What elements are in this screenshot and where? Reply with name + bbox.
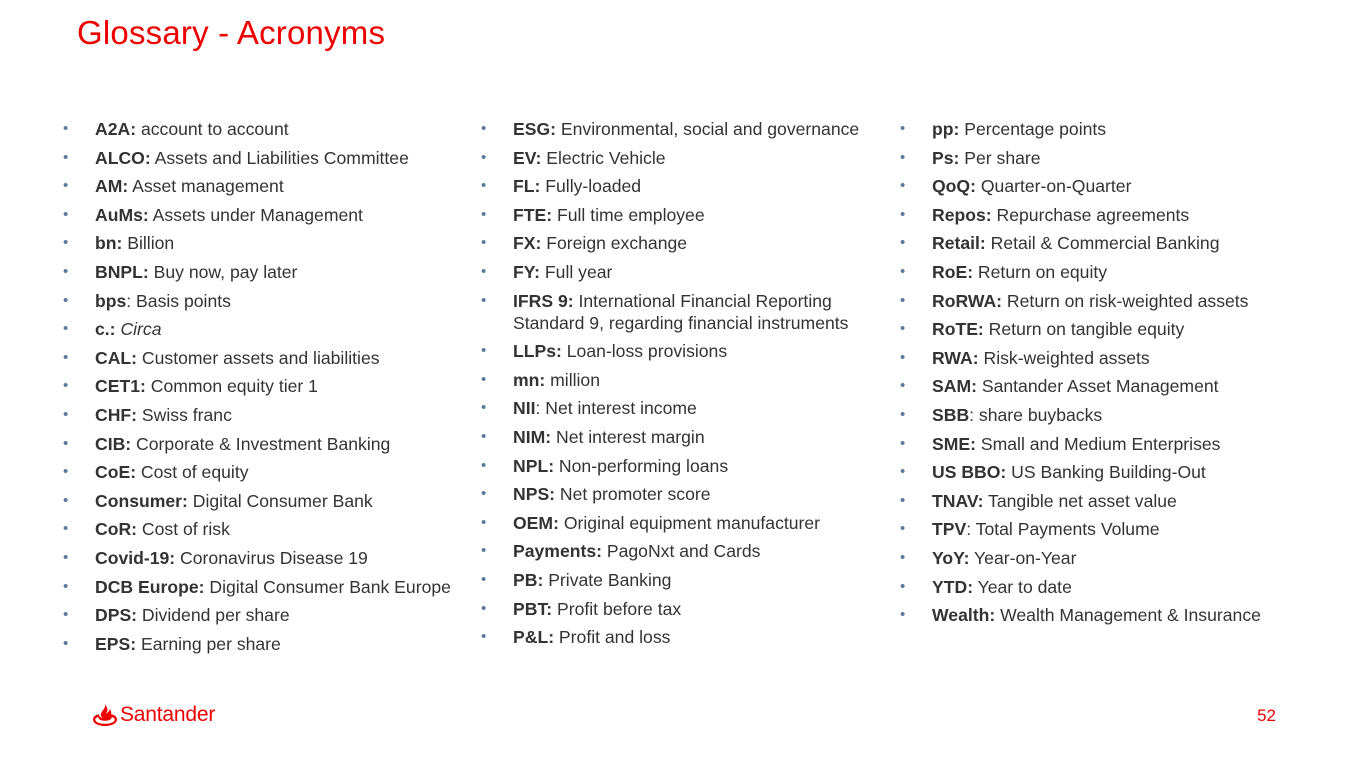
glossary-definition: Non-performing loans	[554, 455, 729, 476]
glossary-item	[481, 455, 881, 477]
bullet-icon: •	[63, 177, 69, 195]
glossary-item	[481, 232, 881, 254]
glossary-definition: Loan-loss provisions	[561, 341, 728, 362]
bullet-icon: •	[900, 548, 906, 566]
glossary-definition: US Banking Building-Out	[1006, 462, 1206, 483]
glossary-term: A2A:	[95, 119, 137, 139]
glossary-item	[481, 290, 881, 334]
glossary-item	[63, 175, 463, 197]
glossary-definition: Return on equity	[973, 261, 1108, 282]
glossary-term: NIM:	[513, 426, 552, 447]
glossary-item	[481, 204, 881, 226]
glossary-item	[900, 318, 1320, 340]
glossary-item	[900, 490, 1320, 512]
glossary-term: CHF:	[95, 404, 138, 425]
glossary-definition: Swiss franc	[137, 404, 232, 425]
bullet-icon: •	[63, 520, 69, 538]
bullet-icon: •	[481, 148, 487, 166]
bullet-icon: •	[900, 463, 906, 481]
glossary-item	[481, 397, 881, 419]
bullet-icon: •	[63, 205, 69, 223]
glossary-item	[63, 290, 463, 312]
bullet-icon: •	[900, 177, 906, 195]
glossary-item	[63, 604, 463, 626]
bullet-icon: •	[900, 405, 906, 423]
glossary-definition: Net promoter score	[555, 484, 711, 505]
glossary-item	[63, 633, 463, 655]
glossary-item	[63, 318, 463, 340]
glossary-definition: Environmental, social and governance	[556, 119, 860, 139]
glossary-definition: Risk-weighted assets	[978, 347, 1150, 368]
glossary-term: mn:	[513, 369, 546, 390]
glossary-definition: : share buybacks	[969, 404, 1103, 425]
glossary-term: CIB:	[95, 433, 132, 454]
glossary-term: Covid-19:	[95, 547, 176, 568]
bullet-icon: •	[481, 485, 487, 503]
glossary-definition: Customer assets and liabilities	[137, 347, 380, 368]
glossary-definition: Assets and Liabilities Committee	[150, 147, 409, 168]
bullet-icon: •	[481, 542, 487, 560]
glossary-column-1	[63, 118, 463, 661]
glossary-term: FY:	[513, 261, 541, 282]
glossary-item	[481, 369, 881, 391]
glossary-term: CET1:	[95, 376, 146, 397]
glossary-definition: Year-on-Year	[969, 547, 1077, 568]
glossary-term: FL:	[513, 176, 541, 197]
glossary-item	[63, 576, 463, 598]
bullet-icon: •	[63, 577, 69, 595]
glossary-definition: Original equipment manufacturer	[558, 512, 821, 533]
glossary-definition: Percentage points	[959, 119, 1107, 139]
glossary-item	[900, 232, 1320, 254]
glossary-definition: Small and Medium Enterprises	[975, 433, 1221, 454]
glossary-term: CoR:	[95, 519, 138, 540]
glossary-item	[900, 433, 1320, 455]
glossary-item	[900, 547, 1320, 569]
bullet-icon: •	[63, 234, 69, 252]
bullet-icon: •	[900, 348, 906, 366]
bullet-icon: •	[481, 120, 487, 137]
glossary-definition: Coronavirus Disease 19	[175, 547, 368, 568]
glossary-term: TNAV:	[932, 490, 984, 511]
glossary-definition: Fully-loaded	[540, 176, 642, 197]
glossary-term: CoE:	[95, 462, 137, 483]
glossary-term: LLPs:	[513, 341, 562, 362]
bullet-icon: •	[481, 342, 487, 360]
bullet-icon: •	[481, 291, 487, 309]
glossary-term: RoRWA:	[932, 290, 1003, 311]
glossary-definition: : Basis points	[126, 290, 231, 311]
glossary-definition: Cost of risk	[137, 519, 230, 540]
glossary-item	[900, 404, 1320, 426]
glossary-term: ESG:	[513, 119, 557, 139]
glossary-term: TPV	[932, 519, 967, 540]
glossary-term: RWA:	[932, 347, 979, 368]
bullet-icon: •	[900, 520, 906, 538]
bullet-icon: •	[63, 120, 69, 137]
glossary-definition: Repurchase agreements	[991, 204, 1190, 225]
glossary-term: Consumer:	[95, 490, 188, 511]
glossary-term: NII	[513, 398, 536, 419]
glossary-definition: account to account	[136, 119, 289, 139]
glossary-definition: Tangible net asset value	[983, 490, 1177, 511]
bullet-icon: •	[900, 234, 906, 252]
glossary-term: BNPL:	[95, 261, 149, 282]
glossary-definition: Dividend per share	[137, 605, 290, 626]
glossary-term: YoY:	[932, 547, 970, 568]
glossary-item	[63, 461, 463, 483]
glossary-term: pp:	[932, 119, 960, 139]
bullet-icon: •	[63, 262, 69, 280]
glossary-term: PB:	[513, 569, 544, 590]
santander-flame-icon	[93, 704, 117, 726]
glossary-term: Wealth:	[932, 605, 996, 626]
glossary-term: PBT:	[513, 598, 553, 619]
bullet-icon: •	[481, 177, 487, 195]
bullet-icon: •	[481, 456, 487, 474]
glossary-definition: International Financial Reporting Standard 9, regarding financial instruments	[513, 290, 849, 333]
glossary-term: P&L:	[513, 627, 555, 648]
glossary-term: NPL:	[513, 455, 555, 476]
glossary-definition: Digital Consumer Bank	[187, 490, 373, 511]
bullet-icon: •	[63, 434, 69, 452]
glossary-item	[481, 598, 881, 620]
bullet-icon: •	[481, 399, 487, 417]
glossary-item	[481, 483, 881, 505]
bullet-icon: •	[481, 370, 487, 388]
glossary-item	[481, 118, 881, 140]
glossary-item	[63, 404, 463, 426]
glossary-term: ALCO:	[95, 147, 151, 168]
glossary-item	[900, 375, 1320, 397]
bullet-icon: •	[900, 377, 906, 395]
glossary-term: Payments:	[513, 541, 602, 562]
glossary-definition: Corporate & Investment Banking	[131, 433, 391, 454]
glossary-item	[900, 518, 1320, 540]
glossary-item	[900, 118, 1320, 140]
glossary-definition: Return on risk-weighted assets	[1002, 290, 1249, 311]
glossary-term: bps	[95, 290, 127, 311]
glossary-definition: Retail & Commercial Banking	[985, 233, 1220, 254]
glossary-definition: Santander Asset Management	[976, 376, 1219, 397]
glossary-definition: Return on tangible equity	[983, 319, 1185, 340]
glossary-item	[900, 261, 1320, 283]
bullet-icon: •	[900, 491, 906, 509]
glossary-definition: Full year	[540, 261, 613, 282]
glossary-item	[63, 547, 463, 569]
page-number: 52	[1257, 706, 1276, 725]
glossary-item	[900, 347, 1320, 369]
glossary-item	[63, 147, 463, 169]
glossary-term: QoQ:	[932, 176, 976, 197]
glossary-term: EV:	[513, 147, 542, 168]
glossary-definition: Net interest margin	[551, 426, 705, 447]
glossary-term: OEM:	[513, 512, 559, 533]
glossary-term: IFRS 9:	[513, 290, 574, 311]
bullet-icon: •	[481, 570, 487, 588]
glossary-definition: Billion	[122, 233, 175, 254]
glossary-definition: : Net interest income	[535, 398, 697, 419]
glossary-term: YTD:	[932, 576, 974, 597]
bullet-icon: •	[481, 262, 487, 280]
glossary-term: SAM:	[932, 376, 977, 397]
bullet-icon: •	[900, 205, 906, 223]
bullet-icon: •	[63, 463, 69, 481]
glossary-item	[63, 232, 463, 254]
glossary-term: SBB	[932, 404, 970, 425]
glossary-term: c.:	[95, 319, 116, 340]
glossary-definition-italic: Circa	[120, 319, 162, 340]
glossary-item	[63, 118, 463, 140]
glossary-definition: Full time employee	[552, 204, 705, 225]
glossary-definition: Profit before tax	[552, 598, 682, 619]
glossary-term: US BBO:	[932, 462, 1007, 483]
glossary-item	[481, 261, 881, 283]
glossary-definition: Year to date	[973, 576, 1072, 597]
glossary-definition: Earning per share	[136, 633, 281, 654]
bullet-icon: •	[63, 548, 69, 566]
glossary-column-3	[900, 118, 1320, 633]
glossary-item	[481, 340, 881, 362]
glossary-definition: Assets under Management	[148, 204, 363, 225]
bullet-icon: •	[63, 491, 69, 509]
bullet-icon: •	[900, 120, 906, 137]
glossary-item	[63, 204, 463, 226]
glossary-term: bn:	[95, 233, 123, 254]
glossary-item	[900, 290, 1320, 312]
glossary-term: AM:	[95, 176, 129, 197]
bullet-icon: •	[481, 513, 487, 531]
glossary-item	[481, 426, 881, 448]
bullet-icon: •	[63, 148, 69, 166]
bullet-icon: •	[63, 320, 69, 338]
glossary-item	[900, 204, 1320, 226]
glossary-definition: Private Banking	[543, 569, 672, 590]
glossary-term: SME:	[932, 433, 976, 454]
glossary-definition: Foreign exchange	[541, 233, 688, 254]
glossary-definition: : Total Payments Volume	[966, 519, 1160, 540]
glossary-definition: Wealth Management & Insurance	[995, 605, 1261, 626]
page-title: Glossary - Acronyms	[77, 14, 386, 51]
glossary-definition: Buy now, pay later	[148, 261, 298, 282]
glossary-item	[63, 490, 463, 512]
glossary-definition: Electric Vehicle	[541, 147, 666, 168]
glossary-definition: Asset management	[128, 176, 284, 197]
bullet-icon: •	[900, 434, 906, 452]
bullet-icon: •	[63, 606, 69, 624]
glossary-term: FTE:	[513, 204, 553, 225]
glossary-item	[63, 347, 463, 369]
bullet-icon: •	[900, 291, 906, 309]
santander-logo	[93, 702, 215, 728]
bullet-icon: •	[900, 606, 906, 624]
bullet-icon: •	[481, 599, 487, 617]
glossary-item	[63, 433, 463, 455]
bullet-icon: •	[481, 628, 487, 646]
bullet-icon: •	[63, 348, 69, 366]
brand-name: Santander	[120, 703, 216, 726]
glossary-item	[481, 569, 881, 591]
glossary-item	[481, 512, 881, 534]
glossary-item	[900, 175, 1320, 197]
glossary-item	[63, 518, 463, 540]
glossary-item	[900, 576, 1320, 598]
glossary-item	[481, 540, 881, 562]
bullet-icon: •	[900, 320, 906, 338]
bullet-icon: •	[900, 148, 906, 166]
glossary-term: Ps:	[932, 147, 960, 168]
bullet-icon: •	[63, 634, 69, 652]
glossary-term: EPS:	[95, 633, 137, 654]
glossary-item	[481, 147, 881, 169]
glossary-term: FX:	[513, 233, 542, 254]
glossary-definition: PagoNxt and Cards	[601, 541, 761, 562]
glossary-term: RoTE:	[932, 319, 984, 340]
glossary-definition: million	[545, 369, 600, 390]
glossary-definition: Quarter-on-Quarter	[975, 176, 1132, 197]
glossary-definition: Per share	[959, 147, 1041, 168]
glossary-term: Retail:	[932, 233, 986, 254]
glossary-column-2	[481, 118, 881, 655]
bullet-icon: •	[900, 262, 906, 280]
glossary-item	[900, 604, 1320, 626]
glossary-term: DPS:	[95, 605, 138, 626]
bullet-icon: •	[481, 234, 487, 252]
glossary-definition: Digital Consumer Bank Europe	[204, 576, 451, 597]
glossary-term: DCB Europe:	[95, 576, 205, 597]
glossary-term: RoE:	[932, 261, 974, 282]
glossary-definition: Profit and loss	[554, 627, 671, 648]
bullet-icon: •	[481, 427, 487, 445]
glossary-term: AuMs:	[95, 204, 149, 225]
bullet-icon: •	[900, 577, 906, 595]
glossary-term: NPS:	[513, 484, 556, 505]
glossary-item	[481, 626, 881, 648]
glossary-item	[900, 461, 1320, 483]
bullet-icon: •	[63, 291, 69, 309]
glossary-term: CAL:	[95, 347, 138, 368]
glossary-item	[481, 175, 881, 197]
bullet-icon: •	[63, 377, 69, 395]
glossary-item	[900, 147, 1320, 169]
glossary-term: Repos:	[932, 204, 992, 225]
bullet-icon: •	[63, 405, 69, 423]
glossary-item	[63, 261, 463, 283]
glossary-definition: Cost of equity	[136, 462, 249, 483]
glossary-item	[63, 375, 463, 397]
glossary-definition: Common equity tier 1	[145, 376, 318, 397]
bullet-icon: •	[481, 205, 487, 223]
